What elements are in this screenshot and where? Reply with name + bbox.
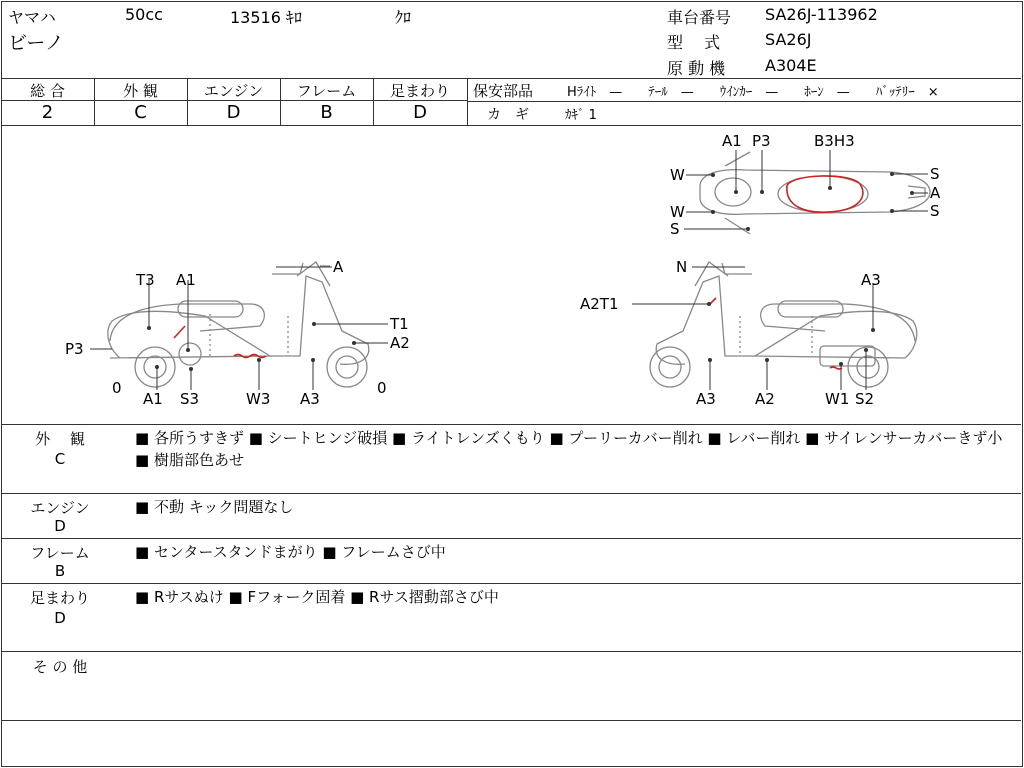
label-top-s-bottom: S bbox=[670, 220, 680, 238]
key-value: ｶｷﾞ 1 bbox=[565, 108, 597, 123]
label-right-n: N bbox=[676, 258, 688, 276]
grade-row-top bbox=[1, 78, 1021, 79]
section-suspension-label: 足まわり bbox=[29, 589, 90, 607]
label-right-a3: A3 bbox=[696, 390, 716, 408]
key-label: カ ギ bbox=[487, 107, 529, 123]
safety-items: Hﾗｲﾄ — ﾃｰﾙ — ｳｲﾝｶｰ — ﾎｰﾝ — ﾊﾞｯﾃﾘｰ × bbox=[567, 85, 939, 100]
type-value: SA26J bbox=[765, 30, 812, 49]
section-engine-text: ■ 不動 キック問題なし bbox=[135, 498, 294, 516]
section-exterior-grade: C bbox=[54, 450, 66, 468]
grade-engine-label: エンジン bbox=[203, 82, 264, 100]
label-left-zero-2: 0 bbox=[377, 379, 387, 397]
grade-suspension-label: 足まわり bbox=[389, 82, 450, 100]
label-top-s-upper: S bbox=[930, 165, 940, 183]
diagram-bottom bbox=[1, 424, 1021, 425]
label-right-a2: A2 bbox=[755, 390, 775, 408]
grade-divider-5 bbox=[467, 78, 468, 125]
condition-diagram bbox=[0, 126, 1024, 424]
label-top-p3: P3 bbox=[752, 132, 771, 150]
label-top-a: A bbox=[930, 184, 941, 202]
section-frame-text: ■ センタースタンドまがり ■ フレームさび中 bbox=[135, 543, 446, 561]
section-frame-grade: B bbox=[54, 562, 66, 580]
grade-exterior-value: C bbox=[134, 102, 147, 123]
label-right-s2: S2 bbox=[855, 390, 875, 408]
grade-engine-value: D bbox=[226, 102, 241, 123]
label-top-w-upper: W bbox=[670, 166, 685, 184]
safety-label: 保安部品 bbox=[473, 82, 534, 100]
label-left-a2: A2 bbox=[390, 334, 410, 352]
safety-row-mid bbox=[467, 101, 1021, 102]
frame-no-label: 車台番号 bbox=[667, 8, 732, 27]
displacement: 50cc bbox=[125, 5, 163, 24]
engine-label: 原 動 機 bbox=[667, 59, 726, 78]
section-divider-5 bbox=[1, 720, 1021, 721]
section-engine-label: エンジン bbox=[30, 499, 90, 517]
type-label: 型 式 bbox=[667, 33, 721, 52]
grade-total-label: 総 合 bbox=[30, 82, 65, 100]
section-divider-2 bbox=[1, 538, 1021, 539]
grade-exterior-label: 外 観 bbox=[123, 82, 158, 100]
section-suspension-text: ■ Rサスぬけ ■ Fフォーク固着 ■ Rサス摺動部さび中 bbox=[135, 588, 499, 606]
label-left-w3: W3 bbox=[246, 390, 271, 408]
label-top-a1: A1 bbox=[722, 132, 742, 150]
section-suspension-grade: D bbox=[54, 609, 66, 627]
grade-frame-value: B bbox=[320, 102, 333, 123]
label-left-t3: T3 bbox=[136, 271, 155, 289]
frame-no-value: SA26J-113962 bbox=[765, 5, 878, 24]
grade-total-value: 2 bbox=[41, 102, 54, 123]
model-name: ビーノ bbox=[8, 32, 64, 54]
body-color: ｸﾛ bbox=[395, 8, 412, 27]
label-right-a2t1: A2T1 bbox=[580, 295, 619, 313]
label-right-a3-top: A3 bbox=[861, 271, 881, 289]
section-exterior-text: ■ 各所うすきず ■ シートヒンジ破損 ■ ライトレンズくもり ■ プーリーカバー削れ ■ レバー削れ ■ サイレンサーカバーきず小 ■ 樹脂部色あせ bbox=[135, 429, 1003, 469]
maker: ヤマハ bbox=[8, 8, 56, 27]
label-left-t1: T1 bbox=[390, 315, 409, 333]
section-divider-4 bbox=[1, 651, 1021, 652]
damage-marks bbox=[174, 176, 863, 369]
section-exterior-label: 外 観 bbox=[35, 430, 85, 448]
label-top-b3h3: B3H3 bbox=[814, 132, 855, 150]
label-left-s3: S3 bbox=[180, 390, 200, 408]
label-left-a1: A1 bbox=[176, 271, 196, 289]
mileage: 13516 ｷﾛ bbox=[230, 8, 302, 27]
grade-suspension-value: D bbox=[413, 102, 427, 123]
section-divider-3 bbox=[1, 583, 1021, 584]
label-left-a: A bbox=[333, 258, 344, 276]
engine-value: A304E bbox=[765, 56, 817, 75]
label-top-s-lower: S bbox=[930, 202, 940, 220]
section-frame-label: フレーム bbox=[30, 544, 90, 562]
grade-frame-label: フレーム bbox=[296, 82, 357, 100]
label-left-a1-bottom: A1 bbox=[143, 390, 163, 408]
label-top-w-lower: W bbox=[670, 203, 685, 221]
label-right-w1: W1 bbox=[825, 390, 850, 408]
section-engine-grade: D bbox=[54, 517, 66, 535]
section-other-label: そ の 他 bbox=[32, 658, 88, 676]
label-left-p3: P3 bbox=[65, 340, 84, 358]
label-left-zero-1: 0 bbox=[112, 379, 122, 397]
label-left-a3: A3 bbox=[300, 390, 320, 408]
section-divider-1 bbox=[1, 493, 1021, 494]
